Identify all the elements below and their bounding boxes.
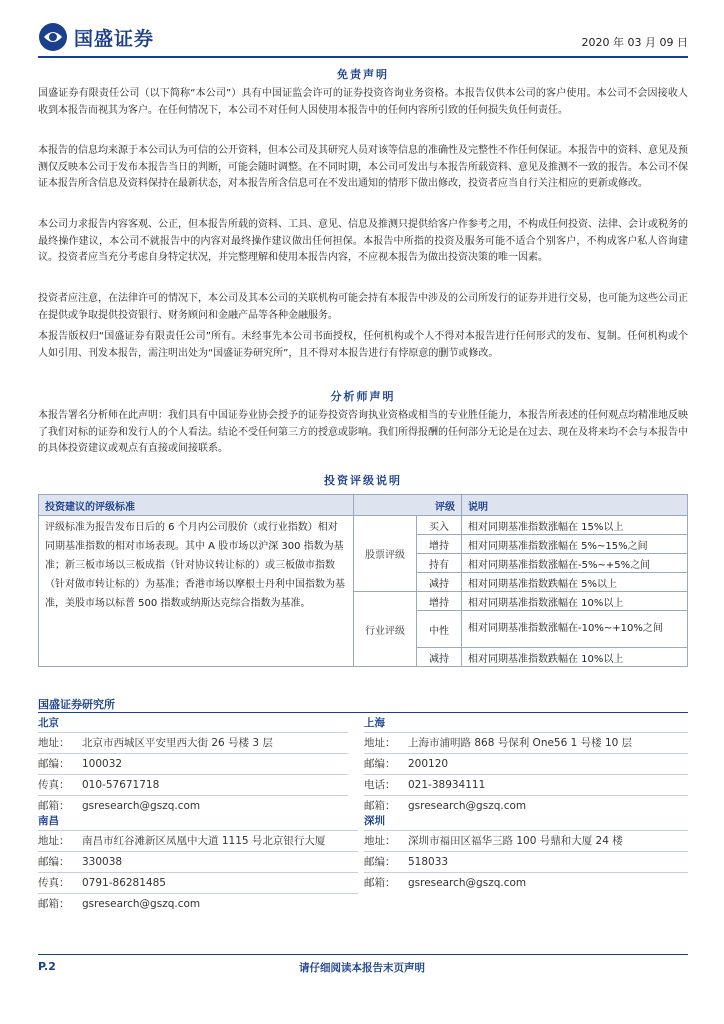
disclaimer-paragraph-2: 本报告的信息均来源于本公司认为可信的公开资料，但本公司及其研究人员对该等信息的准确性及完整性不作任何保证。本报告中的资料、意见及预测仅反映本公司于发布本报告当日的判断，可能会随时调整。在不同时期，本公司可发出与本报告所载资料、意见及推测不一致的报告。本公司不保证本报告所含信息及资料保持在最新状态，对本报告所含信息可在不发出通知的情形下做出修改，投资者应当自行关注相应的更新或修改。 [38,145,688,189]
rating-desc: 相对同期基准指数跌幅在 5%以上 [462,573,688,592]
office-beijing [38,714,348,816]
table-row [39,516,688,535]
line-value: gsresearch@gszq.com [408,800,527,812]
office-line [38,753,348,774]
office-line [38,851,358,872]
industry-rating-label: 行业评级 [354,592,417,667]
office-line [364,732,688,753]
office-line [38,774,348,795]
line-value: 北京市西城区平安里西大街 26 号楼 3 层 [82,737,273,749]
line-value: 100032 [82,758,123,770]
disclaimer-paragraph-4: 投资者应注意，在法律许可的情况下，本公司及其本公司的关联机构可能会持有本报告中涉及的公司所发行的证券并进行交易，也可能为这些公司正在提供或争取提供投资银行、财务顾问和金融产品等各种金融服务。 [38,293,688,321]
line-value: 010-57671718 [82,779,160,791]
office-line [364,753,688,774]
line-key: 地址： [38,737,70,749]
disclaimer-paragraph-3: 本公司力求报告内容客观、公正，但本报告所载的资料、工具、意见、信息及推测只提供给客户作参考之用，不构成任何投资、法律、会计或税务的最终操作建议，本公司不就报告中的内容对最终操作建议做出任何担保。本报告中所指的投资及服务可能不适合个别客户，不构成客户私人咨询建议。投资者应当充分考虑自身特定状况，并完整理解和使用本报告内容，不应视本报告为做出投资决策的唯一因素。 [38,219,688,263]
footer-divider [38,954,688,955]
rating-level: 减持 [417,648,462,667]
line-key: 地址： [364,737,396,749]
rating-desc: 相对同期基准指数涨幅在 5%~15%之间 [462,535,688,554]
line-key: 地址： [38,835,70,847]
footer-note: 请仔细阅读本报告末页声明 [299,962,425,974]
institute-title: 国盛证券研究所 [38,698,115,711]
rating-table-header [39,495,688,516]
header-divider [38,56,688,58]
rating-level: 买入 [417,516,462,535]
rating-title: 投资评级说明 [324,474,402,487]
page-number: P.2 [38,960,56,973]
header-desc: 说明 [462,495,688,516]
rating-desc: 相对同期基准指数跌幅在 10%以上 [462,648,688,667]
disclaimer-paragraph-1: 国盛证券有限责任公司（以下简称“本公司”）具有中国证监会许可的证券投资咨询业务资格。本报告仅供本公司的客户使用。本公司不会因接收人收到本报告而视其为客户。在任何情况下，本公司不对任何人因使用本报告中的任何内容所引致的任何损失负任何责任。 [38,88,688,116]
office-line [364,830,688,851]
line-key: 邮编： [38,856,70,868]
line-key: 电话： [364,779,396,791]
line-key: 邮编： [364,856,396,868]
city-name: 深圳 [364,815,385,827]
company-logo [38,22,154,52]
line-key: 邮编： [38,758,70,770]
office-line [38,872,358,893]
disclaimer-title: 免责声明 [337,68,389,81]
office-line [38,893,358,914]
line-key: 邮编： [364,758,396,770]
rating-desc: 相对同期基准指数涨幅在 10%以上 [462,592,688,611]
header-level: 评级 [354,495,462,516]
line-value: gsresearch@gszq.com [82,800,201,812]
rating-level: 中性 [417,611,462,648]
office-shanghai [364,714,688,816]
logo-text: 国盛证券 [74,27,155,50]
rating-desc: 相对同期基准指数涨幅在-10%~+10%之间 [462,611,688,648]
header-standard: 投资建议的评级标准 [39,495,354,516]
line-value: 200120 [408,758,449,770]
report-date: 2020 年 03 月 09 日 [581,36,688,49]
rating-level: 持有 [417,554,462,573]
line-key: 邮箱： [38,898,70,910]
institute-divider [38,712,688,713]
rating-level: 减持 [417,573,462,592]
city-name: 上海 [364,717,385,729]
office-line [364,851,688,872]
logo-icon [38,22,68,52]
analyst-paragraph: 本报告署名分析师在此声明：我们具有中国证券业协会授予的证券投资咨询执业资格或相当的专业胜任能力，本报告所表述的任何观点均精准地反映了我们对标的证券和发行人的个人看法。结论不受任何第三方的授意或影响。我们所得报酬的任何部分无论是在过去、现在及将来均不会与本报告中的具体投资建议或观点有直接或间接联系。 [38,410,688,454]
line-value: gsresearch@gszq.com [82,898,201,910]
office-line [364,872,688,893]
page-header [38,20,688,56]
line-value: 南昌市红谷滩新区凤凰中大道 1115 号北京银行大厦 [82,835,326,847]
disclaimer-paragraph-5: 本报告版权归“国盛证券有限责任公司”所有。未经事先本公司书面授权，任何机构或个人不得对本报告进行任何形式的发布、复制。任何机构或个人如引用、刊发本报告，需注明出处为“国盛证券研究所”，且不得对本报告进行有悖原意的删节或修改。 [38,331,688,359]
office-line [364,774,688,795]
office-shenzhen [364,812,688,893]
line-key: 邮箱： [364,877,396,889]
line-key: 地址： [364,835,396,847]
city-name: 北京 [38,717,59,729]
line-value: 330038 [82,856,123,868]
rating-standard-text: 评级标准为报告发布日后的 6 个月内公司股价（或行业指数）相对同期基准指数的相对市场表现。其中 A 股市场以沪深 300 指数为基准；新三板市场以三板成指（针对协议转让标的）或三板做市指数（针对做市转让标的）为基准；香港市场以摩根士丹利中国指数为基准，美股市场以标普 500 指数或纳斯达克综合指数为基准。 [39,516,354,667]
rating-desc: 相对同期基准指数涨幅在 15%以上 [462,516,688,535]
line-key: 传真： [38,779,70,791]
rating-table [38,494,688,667]
rating-desc: 相对同期基准指数涨幅在-5%~+5%之间 [462,554,688,573]
office-line [38,732,348,753]
line-value: 上海市浦明路 868 号保利 One56 1 号楼 10 层 [408,737,633,749]
line-value: gsresearch@gszq.com [408,877,527,889]
line-key: 邮箱： [38,800,70,812]
office-line [38,830,358,851]
line-key: 传真： [38,877,70,889]
city-name: 南昌 [38,815,59,827]
rating-level: 增持 [417,592,462,611]
stock-rating-label: 股票评级 [354,516,417,592]
line-value: 0791-86281485 [82,877,166,889]
rating-level: 增持 [417,535,462,554]
line-value: 021-38934111 [408,779,486,791]
line-key: 邮箱： [364,800,396,812]
line-value: 深圳市福田区福华三路 100 号鼎和大厦 24 楼 [408,835,623,847]
office-nanchang [38,812,358,914]
analyst-title: 分析师声明 [330,390,396,403]
line-value: 518033 [408,856,449,868]
